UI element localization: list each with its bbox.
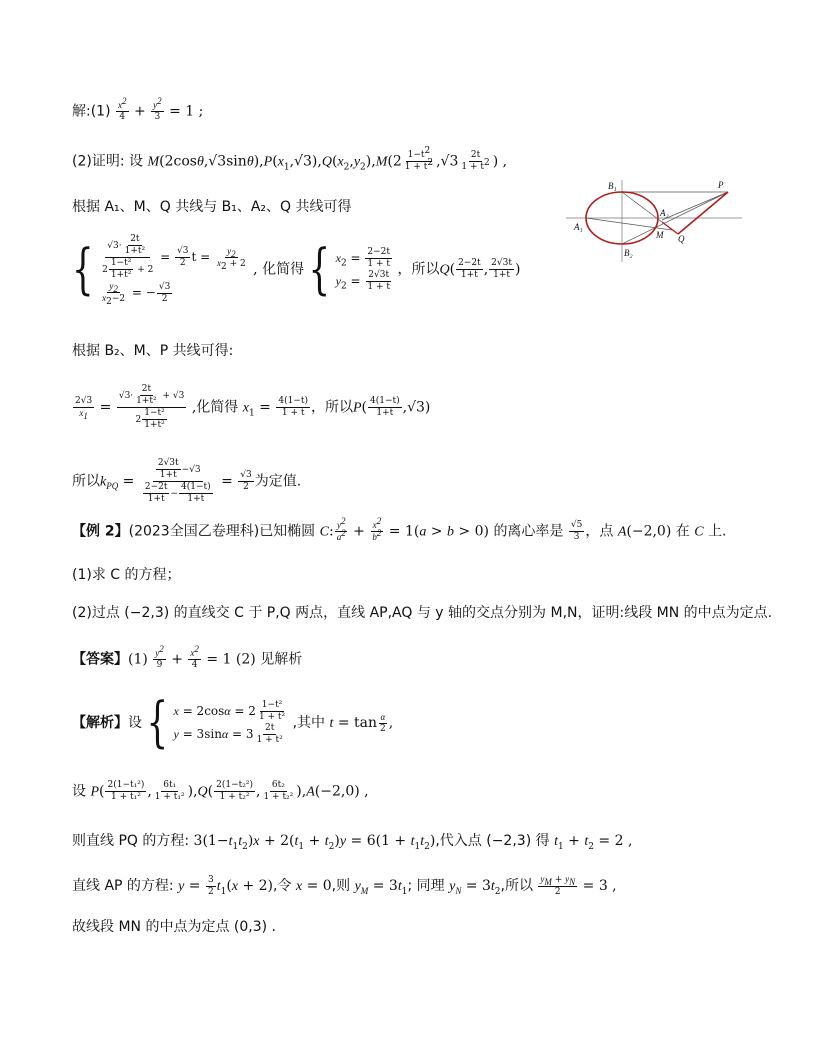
label-m: M — [656, 230, 664, 240]
label-b2: B₂ — [624, 248, 633, 258]
simplify2-label: 化简得 — [196, 399, 239, 416]
line-a2-p — [662, 192, 728, 220]
simplify-label: 化简得 — [262, 261, 305, 278]
answer-tail: 见解析 — [260, 651, 303, 668]
label-p: P — [718, 180, 724, 190]
line-pq-lead: 则直线 PQ 的方程: — [72, 833, 190, 849]
line-ap-then: ,则 — [331, 878, 351, 894]
line-pq-equation: 则直线 PQ 的方程: $3(1-t_1t_2)x + 2(t_1 + t_2)y = 6(1 + t_1t_2)$,代入点 (−2,3) 得 $t_1 + t_2 = 2$ , — [72, 833, 633, 852]
example2-stem-d: 在 — [675, 523, 690, 540]
analysis-tag: 【解析】 — [72, 715, 128, 731]
example2-answer: 【答案】(1) $\frac{y^2}{9}$ + $\frac{x^2}{4}$ = 1 (2) 见解析 — [72, 644, 303, 670]
solution-part2-setup: (2)证明: 设 $M(2\cos\theta,√3\sin\theta),P(x_1,√3),Q(x_2,y_2),M(2$ $\frac{1-t^2}{1 + t^2}$ ,√3 $\frac{2t}{1 + t^2}$ ) , — [72, 146, 508, 173]
example2-points: 设 P( $\frac{\text{2(1−t₁²)}}{\text{1 + t₁²}}$ , $\frac{\text{6t₁}}{\text{1 + t₁²}}$ ),Q( $\frac{\text{2(1−t₂²)}}{\text{1 + t₂²}}$ , $\frac{\text{6t₂}}{\text{1 + t₂²}}$ ),A(−2,0) , — [72, 780, 369, 802]
label-b1: B₁ — [608, 181, 617, 191]
example2-analysis: 【解析】设 { x = 2cosα = 2 $\frac{\text{1−t²}}{\text{1 + t²}}$ y = 3sinα = 3 $\frac{2t}{\text{1 + t²}}$ ,其中 t = tan $\frac{\alpha}{2}$ , — [72, 691, 394, 755]
slope-kpq: 所以$k_{PQ}$ = $\frac{2√3t}{1+t}$ −√3 $\frac{2-2t}{1+t}$ − $\frac{4(1-t)}{1+t}$ = $\frac{√3}{2}$ 为定值. — [72, 458, 302, 504]
example2-q2: (2)过点 (−2,3) 的直线交 C 于 P,Q 两点，直线 AP,AQ 与 y 轴的交点分别为 M,N，证明:线段 MN 的中点为定点. — [72, 605, 773, 621]
line-pq-tail: ,代入点 (−2,3) 得 — [435, 833, 550, 849]
label-a2: A₂ — [660, 208, 669, 218]
example2-q1: (1)求 C 的方程； — [72, 567, 181, 583]
example2-stem-b: 的离心率是 — [493, 523, 564, 540]
system-equations-q: { √3· $\frac{2t}{\text{1+t²}}$ 2 $\frac{\text{1−t²}}{\text{1+t²}}$ + 2 = $\frac{√3}{2}$ t = $\frac{y_2}{x_2 + 2}$ $\frac{y_2}{x_2-2}$ = − $\frac{√3}{2}$ , 化简得 { $x_2$ = $\frac{2-2t}{1 + t}$ $y_2$ = $\frac{2√3t}{1 + t}$ ，所以Q( $\frac{2-2t}{1+t}$ , $\frac{2√3t}{1+t}$ ) — [72, 234, 521, 307]
collinear-text-2: 根据 B₂、M、P 共线可得: — [72, 343, 234, 359]
label-q: Q — [678, 234, 685, 244]
line-ap-mid: ,令 — [273, 878, 292, 894]
let-p-label: 设 — [72, 783, 86, 800]
fixed-value-label: 为定值. — [254, 473, 302, 490]
line-ap-lead: 直线 AP 的方程: — [72, 878, 174, 894]
ellipse-figure — [566, 178, 742, 264]
similarly-label: ; 同理 — [407, 878, 445, 894]
so-label: ,所以 — [500, 878, 533, 894]
sol1-prefix: 解:(1) — [72, 103, 111, 120]
example2-stem-a: 已知椭圆 — [259, 523, 316, 540]
so-p-label: 所以 — [324, 399, 353, 416]
label-a1: A₁ — [574, 222, 583, 232]
analysis-let: 设 — [128, 715, 142, 731]
where-label: ,其中 — [292, 715, 326, 731]
example2-tag: 【例 2】 — [72, 523, 129, 540]
example2-stem: 【例 2】(2023全国乙卷理科)已知椭圆 C: $\frac{y^2}{a^2}$ + $\frac{x^2}{b^2}$ = 1(a > b > 0) 的离心率是 $\frac{√5}{3}$ ，点 A(−2,0) 在 C 上. — [72, 516, 727, 542]
so-q-label: 所以 — [411, 261, 440, 278]
so-k-label: 所以 — [72, 473, 100, 490]
example2-stem-c: ，点 — [585, 523, 614, 540]
equation-x1: $\frac{2√3}{x_1}$ = √3· $\frac{2t}{\text{1+t²}}$ + √3 2 $\frac{\text{1−t²}}{\text{1+t²}}$ ,化简得 $x_1$ = $\frac{4(1-t)}{1 + t}$ ，所以P( $\frac{4(1-t)}{1+t}$ ,√3) — [75, 384, 431, 430]
collinear-text-1: 根据 A₁、M、Q 共线与 B₁、A₂、Q 共线可得 — [72, 199, 352, 215]
conclusion: 故线段 MN 的中点为定点 (0,3) . — [72, 919, 276, 935]
answer-tag: 【答案】 — [72, 651, 128, 668]
example2-stem-e: 上. — [708, 523, 727, 540]
solution-part1: 解:(1) $\frac{x^2}{4}$ + $\frac{y^2}{3}$ = 1 ; — [72, 96, 204, 122]
sol2-prefix: (2)证明: 设 — [72, 153, 143, 170]
line-ap-equation: 直线 AP 的方程: y = $\frac{3}{2}$ $t_1(x + 2)$,令 x = 0,则 $y_M = 3t_1$; 同理 $y_N = 3t_2$,所以 $\frac{y_M + y_N}{2}$ = 3 , — [72, 874, 617, 897]
segment-a2-q — [662, 222, 678, 234]
example2-source: (2023全国乙卷理科) — [128, 523, 260, 540]
